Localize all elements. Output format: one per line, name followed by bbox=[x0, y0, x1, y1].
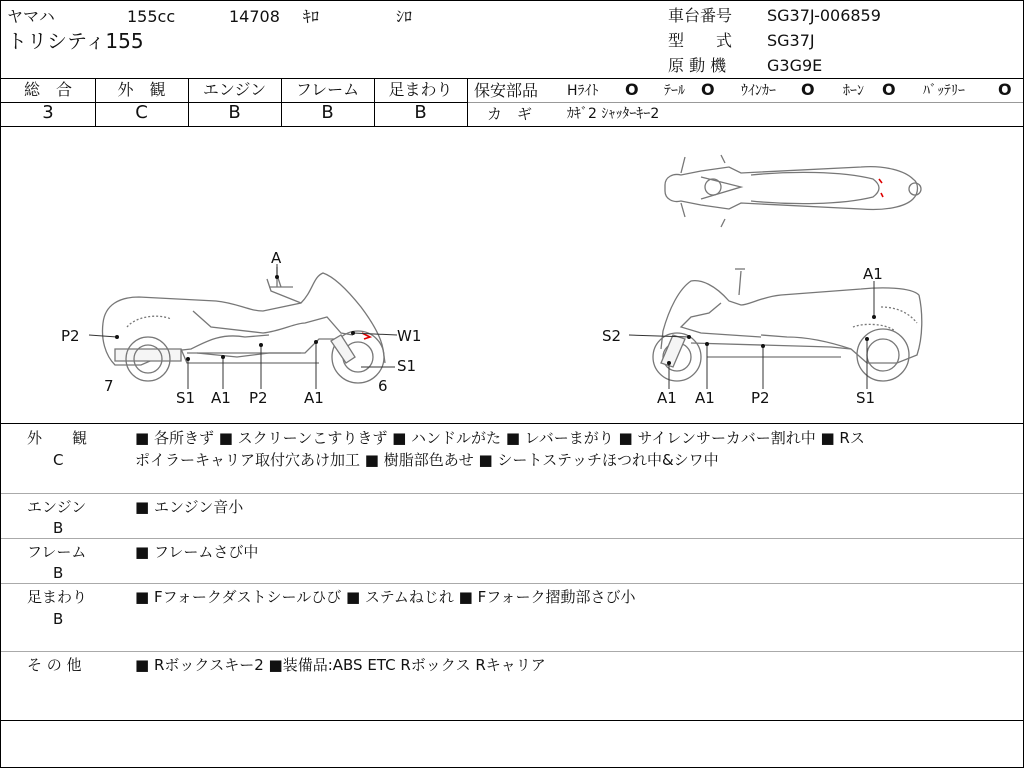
displacement-text: 155cc bbox=[127, 7, 176, 26]
engine-label: エンジン bbox=[202, 80, 267, 99]
divider bbox=[467, 78, 468, 126]
diagram-label: A1 bbox=[657, 389, 677, 407]
diagram-label: A1 bbox=[304, 389, 324, 407]
winker-label: ｳｲﾝｶｰ bbox=[741, 83, 776, 99]
overall-grade: 3 bbox=[42, 102, 54, 123]
exterior-label: 外 観 bbox=[117, 80, 166, 99]
diagram-label: A1 bbox=[695, 389, 715, 407]
diagram-label: 7 bbox=[104, 377, 114, 395]
right-side-scooter-drawing bbox=[653, 269, 922, 381]
damage-diagram bbox=[1, 127, 1023, 423]
exterior-grade: C bbox=[135, 102, 148, 123]
remarks-engine-label: エンジン bbox=[27, 498, 87, 516]
diagram-label: A bbox=[271, 249, 282, 267]
diagram-label: 6 bbox=[378, 377, 388, 395]
divider bbox=[1, 538, 1023, 539]
divider bbox=[1, 651, 1023, 652]
divider bbox=[1, 78, 1023, 79]
remarks-other-label: そ の 他 bbox=[27, 656, 82, 674]
diagram-label: P2 bbox=[61, 327, 80, 345]
overall-label: 総 合 bbox=[23, 80, 72, 99]
diagram-label: P2 bbox=[751, 389, 770, 407]
color-text: ｼﾛ bbox=[396, 7, 413, 26]
remarks-suspension-line1: ■ Fフォークダストシールひび ■ ステムねじれ ■ Fフォーク摺動部さび小 bbox=[135, 588, 636, 606]
remarks-frame-grade: B bbox=[53, 564, 64, 582]
engine-grade: B bbox=[228, 102, 241, 123]
winker-ok: O bbox=[801, 80, 815, 99]
safety-label: 保安部品 bbox=[474, 81, 539, 100]
diagram-label: S1 bbox=[176, 389, 196, 407]
remarks-frame-label: フレーム bbox=[27, 543, 87, 561]
remarks-suspension-label: 足まわり bbox=[27, 588, 88, 606]
model-name: トリシティ155 bbox=[7, 29, 144, 53]
engine-code-label: 原 動 機 bbox=[668, 56, 727, 75]
battery-label: ﾊﾞｯﾃﾘｰ bbox=[923, 83, 965, 99]
remarks-engine-line1: ■ エンジン音小 bbox=[135, 498, 244, 516]
diagram-label: A1 bbox=[211, 389, 231, 407]
leader-lines bbox=[89, 264, 874, 389]
mileage-unit-text: ｷﾛ bbox=[303, 7, 320, 26]
headlight-label: Hﾗｲﾄ bbox=[567, 83, 599, 99]
engine-code-value: G3G9E bbox=[767, 56, 823, 75]
frame-no-value: SG37J-006859 bbox=[767, 6, 881, 25]
remarks-exterior-label: 外 観 bbox=[27, 429, 88, 447]
left-side-scooter-drawing bbox=[103, 267, 386, 383]
taillight-label: ﾃｰﾙ bbox=[664, 83, 685, 99]
remarks-exterior-grade: C bbox=[53, 451, 64, 469]
horn-ok: O bbox=[882, 80, 896, 99]
divider bbox=[1, 423, 1023, 424]
frame-grade: B bbox=[321, 102, 334, 123]
divider bbox=[468, 102, 1023, 103]
maker-text: ヤマハ bbox=[7, 7, 55, 26]
divider bbox=[1, 583, 1023, 584]
divider bbox=[1, 720, 1023, 721]
remarks-engine-grade: B bbox=[53, 519, 64, 537]
remarks-suspension-grade: B bbox=[53, 610, 64, 628]
leader-dots bbox=[115, 275, 876, 365]
diagram-label: A1 bbox=[863, 265, 883, 283]
top-view-scooter-drawing bbox=[665, 155, 921, 227]
diagram-label: S1 bbox=[856, 389, 876, 407]
frame-no-label: 車台番号 bbox=[668, 6, 733, 25]
model-code-value: SG37J bbox=[767, 31, 815, 50]
taillight-ok: O bbox=[701, 80, 715, 99]
headlight-ok: O bbox=[625, 80, 639, 99]
remarks-exterior-line1: ■ 各所きず ■ スクリーンこすりきず ■ ハンドルがた ■ レバーまがり ■ サイレンサーカバー割れ中 ■ Rス bbox=[135, 429, 865, 447]
diagram-label: S2 bbox=[602, 327, 622, 345]
model-code-label: 型 式 bbox=[668, 31, 733, 50]
remarks-other-line1: ■ Rボックスキー2 ■装備品:ABS ETC Rボックス Rキャリア bbox=[135, 656, 546, 674]
diagram-label: W1 bbox=[397, 327, 422, 345]
suspension-grade: B bbox=[414, 102, 427, 123]
horn-label: ﾎｰﾝ bbox=[843, 83, 864, 99]
frame-label: フレーム bbox=[295, 80, 360, 99]
diagram-label: S1 bbox=[397, 357, 417, 375]
remarks-frame-line1: ■ フレームさび中 bbox=[135, 543, 259, 561]
key-label: カ ギ bbox=[487, 105, 533, 123]
key-value: ｶｷﾞ2 ｼｬｯﾀｰｷｰ2 bbox=[567, 106, 660, 122]
suspension-label: 足まわり bbox=[388, 80, 453, 99]
remarks-exterior-line2: ポイラーキャリア取付穴あけ加工 ■ 樹脂部色あせ ■ シートステッチほつれ中&シワ中 bbox=[135, 451, 719, 469]
diagram-label: P2 bbox=[249, 389, 268, 407]
divider bbox=[1, 493, 1023, 494]
mileage-text: 14708 bbox=[229, 7, 280, 26]
battery-ok: O bbox=[998, 80, 1012, 99]
